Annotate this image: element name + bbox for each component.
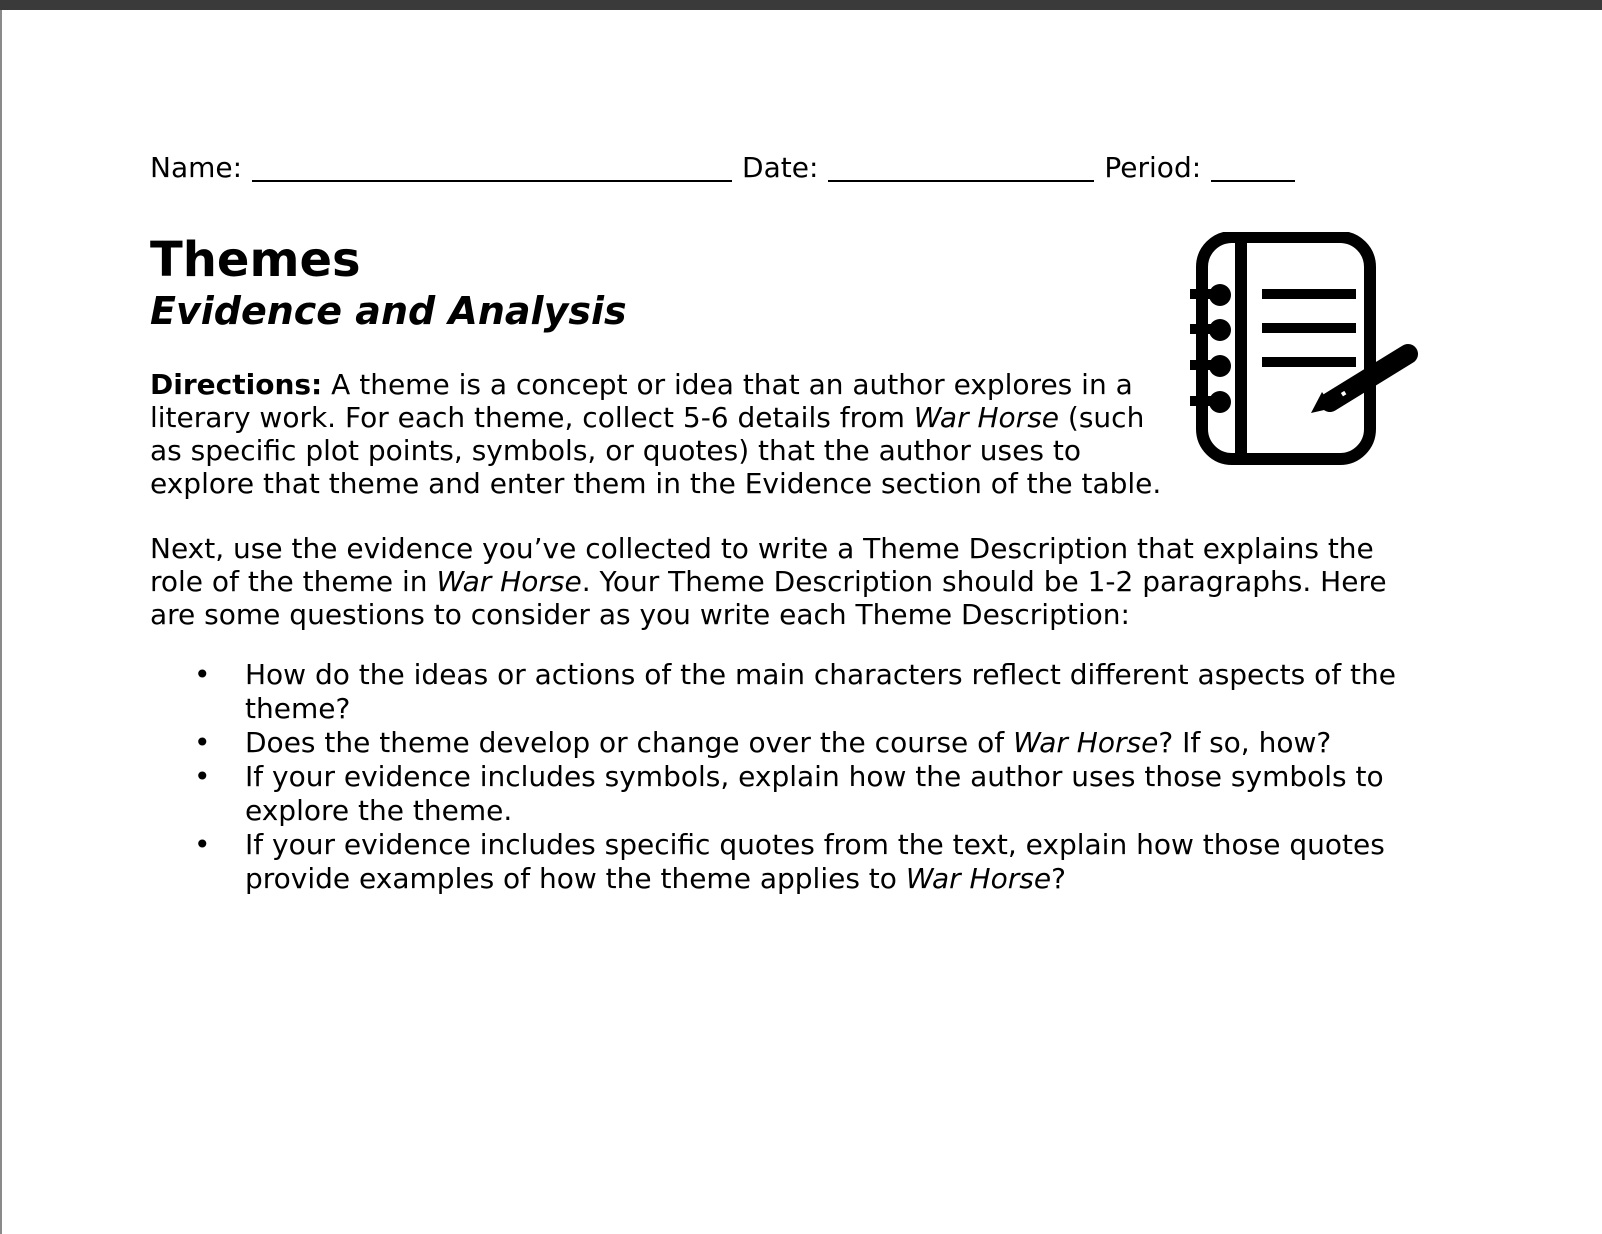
book-title: War Horse <box>913 401 1060 434</box>
next-text-2: . Your Theme Description should be 1-2 paragraphs. Here are some questions to consider as you write each Theme Description: <box>150 565 1387 631</box>
question-text-2: ? If so, how? <box>1158 726 1332 759</box>
book-title: War Horse <box>436 565 582 598</box>
name-blank[interactable] <box>252 152 732 182</box>
question-text-2: ? <box>1051 862 1066 895</box>
question-text-1: How do the ideas or actions of the main characters reflect different aspects of the theme? <box>245 658 1396 725</box>
list-item <box>150 760 1415 828</box>
date-label: Date: <box>742 151 819 184</box>
list-item <box>150 828 1415 896</box>
period-blank[interactable] <box>1211 152 1295 182</box>
student-info-line <box>150 150 1295 186</box>
viewer-top-bar <box>0 0 1602 10</box>
next-text-1: Next, use the evidence you’ve collected to write a Theme Description that explains the role of the theme in <box>150 532 1374 598</box>
directions-paragraph <box>150 368 1180 500</box>
bullet-icon: • <box>194 726 211 759</box>
list-item <box>150 726 1415 760</box>
directions-label: Directions: <box>150 368 323 401</box>
book-title: War Horse <box>905 862 1052 895</box>
question-list <box>150 658 1450 896</box>
page-left-edge <box>0 10 2 1234</box>
directions-text-1: A theme is a concept or idea that an author explores in a literary work. For each theme, collect 5-6 details from <box>150 368 1133 434</box>
book-title: War Horse <box>1013 726 1159 759</box>
next-paragraph <box>150 532 1420 631</box>
bullet-icon: • <box>194 828 211 861</box>
notebook-pencil-icon <box>1190 232 1430 472</box>
question-text-1: If your evidence includes symbols, explain how the author uses those symbols to explore the theme. <box>245 760 1384 827</box>
bullet-icon: • <box>194 658 211 691</box>
page-subtitle: Evidence and Analysis <box>150 289 627 333</box>
list-item <box>150 658 1415 726</box>
date-blank[interactable] <box>828 152 1094 182</box>
question-text-1: If your evidence includes specific quotes from the text, explain how those quotes provide examples of how the theme applies to <box>245 828 1385 895</box>
page-title: Themes <box>150 232 361 288</box>
directions-text-2: (such as specific plot points, symbols, or quotes) that the author uses to explore that theme and enter them in the Evidence section of the table. <box>150 401 1162 500</box>
name-label: Name: <box>150 151 243 184</box>
bullet-icon: • <box>194 760 211 793</box>
question-text-1: Does the theme develop or change over the course of <box>245 726 1014 759</box>
period-label: Period: <box>1104 151 1202 184</box>
